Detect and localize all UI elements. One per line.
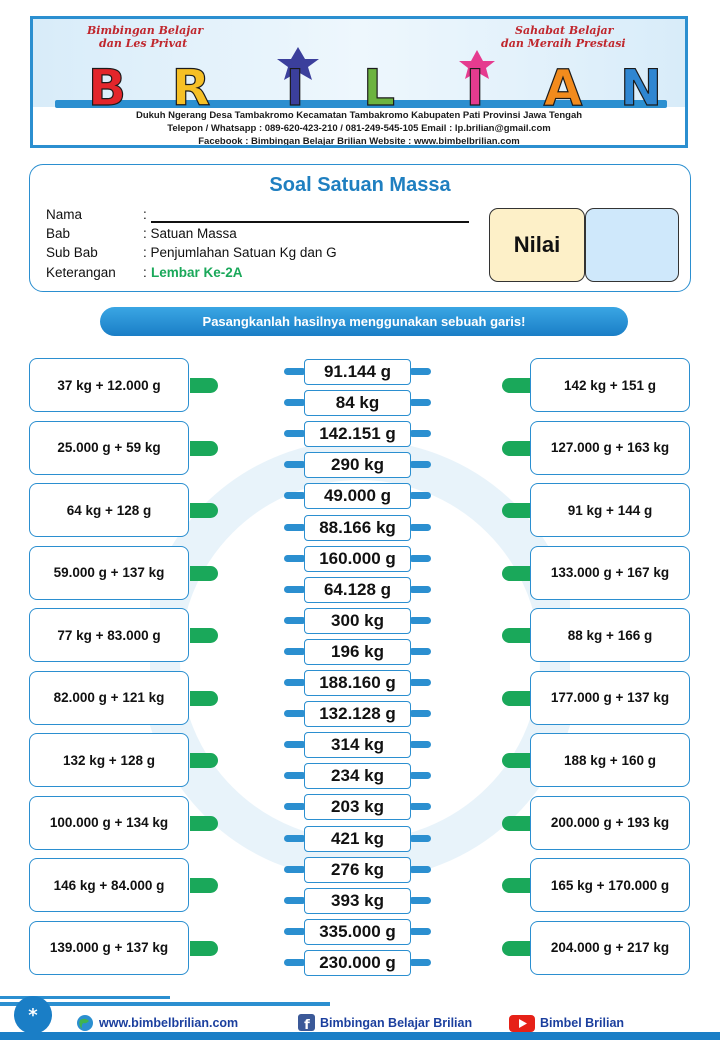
- logo-letter: N: [620, 59, 662, 113]
- question-left: 77 kg + 83.000 g: [29, 608, 189, 662]
- tagline-right-2: dan Meraih Prestasi: [501, 37, 626, 50]
- logo-letter: B: [87, 59, 127, 113]
- tagline-left-2: dan Les Privat: [99, 37, 188, 50]
- footer-website-link[interactable]: www.bimbelbrilian.com: [99, 1016, 239, 1030]
- answer-pin-right[interactable]: [409, 492, 431, 499]
- question-right: 142 kg + 151 g: [530, 358, 690, 412]
- answer-pin-left[interactable]: [284, 741, 306, 748]
- question-right: 127.000 g + 163 kg: [530, 421, 690, 475]
- field-value-nama: :: [143, 207, 147, 222]
- answer-box: 142.151 g: [304, 421, 411, 447]
- answer-pin-right[interactable]: [409, 741, 431, 748]
- connector-dot-left[interactable]: [190, 816, 218, 831]
- answer-box: 290 kg: [304, 452, 411, 478]
- logo-letter: I: [465, 59, 485, 113]
- youtube-icon: [509, 1015, 535, 1032]
- svg-text:f: f: [304, 1018, 310, 1031]
- field-value-keterangan: :: [143, 265, 147, 280]
- field-label-keterangan: Keterangan: [46, 265, 116, 280]
- question-right: 133.000 g + 167 kg: [530, 546, 690, 600]
- answer-box: 196 kg: [304, 639, 411, 665]
- connector-dot-left[interactable]: [190, 878, 218, 893]
- brilian-logo: [63, 47, 663, 113]
- answer-box: 393 kg: [304, 888, 411, 914]
- connector-dot-left[interactable]: [190, 753, 218, 768]
- logo-letter: R: [171, 59, 211, 113]
- answer-box: 234 kg: [304, 763, 411, 789]
- score-label: Nilai: [489, 208, 585, 282]
- field-label-nama: Nama: [46, 207, 83, 222]
- answer-pin-left[interactable]: [284, 461, 306, 468]
- connector-dot-left[interactable]: [190, 628, 218, 643]
- connector-dot-right[interactable]: [502, 378, 530, 393]
- connector-dot-right[interactable]: [502, 628, 530, 643]
- question-left: 132 kg + 128 g: [29, 733, 189, 787]
- tagline-right-1: Sahabat Belajar: [515, 24, 614, 37]
- answer-pin-right[interactable]: [409, 928, 431, 935]
- question-left: 139.000 g + 137 kg: [29, 921, 189, 975]
- connector-dot-right[interactable]: [502, 816, 530, 831]
- svg-text:*: *: [28, 1005, 38, 1026]
- field-value-bab: : Satuan Massa: [143, 226, 237, 241]
- connector-dot-left[interactable]: [190, 441, 218, 456]
- connector-dot-right[interactable]: [502, 503, 530, 518]
- answer-pin-right[interactable]: [409, 430, 431, 437]
- answer-pin-right[interactable]: [409, 368, 431, 375]
- answer-box: 84 kg: [304, 390, 411, 416]
- answer-pin-left[interactable]: [284, 492, 306, 499]
- page-title: Soal Satuan Massa: [269, 174, 451, 196]
- answer-pin-left[interactable]: [284, 959, 306, 966]
- question-right: 204.000 g + 217 kg: [530, 921, 690, 975]
- answer-pin-right[interactable]: [409, 399, 431, 406]
- connector-dot-right[interactable]: [502, 691, 530, 706]
- answer-box: 230.000 g: [304, 950, 411, 976]
- question-left: 146 kg + 84.000 g: [29, 858, 189, 912]
- answer-pin-right[interactable]: [409, 959, 431, 966]
- answer-pin-left[interactable]: [284, 803, 306, 810]
- answer-pin-right[interactable]: [409, 772, 431, 779]
- sheet-label: Lembar Ke-2A: [151, 265, 243, 280]
- answer-box: 300 kg: [304, 608, 411, 634]
- social-text: Facebook : Bimbingan Belajar Brilian Website : www.bimbelbrilian.com: [198, 136, 520, 147]
- answer-pin-right[interactable]: [409, 648, 431, 655]
- answer-box: 421 kg: [304, 826, 411, 852]
- tagline-left-1: Bimbingan Belajar: [87, 24, 204, 37]
- answer-box: 276 kg: [304, 857, 411, 883]
- question-left: 82.000 g + 121 kg: [29, 671, 189, 725]
- question-right: 188 kg + 160 g: [530, 733, 690, 787]
- answer-pin-right[interactable]: [409, 679, 431, 686]
- header-banner: [30, 16, 688, 148]
- answer-pin-left[interactable]: [284, 928, 306, 935]
- answer-pin-left[interactable]: [284, 399, 306, 406]
- logo-letter: I: [285, 59, 305, 113]
- question-left: 25.000 g + 59 kg: [29, 421, 189, 475]
- answer-pin-left[interactable]: [284, 679, 306, 686]
- connector-dot-left[interactable]: [190, 378, 218, 393]
- answer-box: 314 kg: [304, 732, 411, 758]
- name-input-line[interactable]: [151, 221, 469, 223]
- connector-dot-right[interactable]: [502, 441, 530, 456]
- connector-dot-left[interactable]: [190, 691, 218, 706]
- answer-pin-left[interactable]: [284, 835, 306, 842]
- answer-box: 132.128 g: [304, 701, 411, 727]
- answer-pin-left[interactable]: [284, 617, 306, 624]
- facebook-icon: [298, 1014, 315, 1031]
- logo-letter: A: [543, 59, 583, 113]
- connector-dot-left[interactable]: [190, 941, 218, 956]
- answer-pin-left[interactable]: [284, 368, 306, 375]
- answer-pin-right[interactable]: [409, 710, 431, 717]
- question-right: 177.000 g + 137 kg: [530, 671, 690, 725]
- connector-dot-right[interactable]: [502, 566, 530, 581]
- field-value-subbab: : Penjumlahan Satuan Kg dan G: [143, 245, 337, 260]
- instruction-banner: Pasangkanlah hasilnya menggunakan sebuah garis!: [100, 307, 628, 336]
- score-input[interactable]: [585, 208, 679, 282]
- field-label-subbab: Sub Bab: [46, 245, 98, 260]
- footer-facebook-link[interactable]: Bimbingan Belajar Brilian: [320, 1016, 473, 1030]
- answer-pin-left[interactable]: [284, 430, 306, 437]
- connector-dot-left[interactable]: [190, 503, 218, 518]
- answer-pin-right[interactable]: [409, 897, 431, 904]
- answer-pin-left[interactable]: [284, 586, 306, 593]
- answer-pin-right[interactable]: [409, 586, 431, 593]
- question-left: 37 kg + 12.000 g: [29, 358, 189, 412]
- answer-pin-left[interactable]: [284, 648, 306, 655]
- connector-dot-right[interactable]: [502, 878, 530, 893]
- contact-text: Telepon / Whatsapp : 089-620-423-210 / 081-249-545-105 Email : lp.brilian@gmail.com: [167, 123, 551, 134]
- question-left: 64 kg + 128 g: [29, 483, 189, 537]
- answer-box: 188.160 g: [304, 670, 411, 696]
- logo-letter: L: [363, 59, 395, 113]
- answer-pin-right[interactable]: [409, 835, 431, 842]
- answer-pin-left[interactable]: [284, 897, 306, 904]
- answer-box: 160.000 g: [304, 546, 411, 572]
- answer-box: 203 kg: [304, 794, 411, 820]
- answer-box: 335.000 g: [304, 919, 411, 945]
- answer-box: 64.128 g: [304, 577, 411, 603]
- answer-pin-right[interactable]: [409, 866, 431, 873]
- question-left: 100.000 g + 134 kg: [29, 796, 189, 850]
- answer-box: 88.166 kg: [304, 515, 411, 541]
- answer-pin-left[interactable]: [284, 866, 306, 873]
- answer-pin-right[interactable]: [409, 555, 431, 562]
- question-right: 91 kg + 144 g: [530, 483, 690, 537]
- question-right: 165 kg + 170.000 g: [530, 858, 690, 912]
- connector-dot-right[interactable]: [502, 753, 530, 768]
- footer-youtube-link[interactable]: Bimbel Brilian: [540, 1016, 625, 1030]
- answer-box: 91.144 g: [304, 359, 411, 385]
- question-right: 88 kg + 166 g: [530, 608, 690, 662]
- answer-pin-right[interactable]: [409, 803, 431, 810]
- question-left: 59.000 g + 137 kg: [29, 546, 189, 600]
- address-text: Dukuh Ngerang Desa Tambakromo Kecamatan Tambakromo Kabupaten Pati Provinsi Jawa Tengah: [135, 110, 583, 121]
- answer-pin-left[interactable]: [284, 555, 306, 562]
- field-label-bab: Bab: [46, 226, 71, 241]
- question-right: 200.000 g + 193 kg: [530, 796, 690, 850]
- answer-pin-left[interactable]: [284, 772, 306, 779]
- answer-pin-left[interactable]: [284, 710, 306, 717]
- connector-dot-left[interactable]: [190, 566, 218, 581]
- answer-pin-left[interactable]: [284, 524, 306, 531]
- answer-pin-right[interactable]: [409, 524, 431, 531]
- connector-dot-right[interactable]: [502, 941, 530, 956]
- answer-pin-right[interactable]: [409, 617, 431, 624]
- globe-icon: [76, 1014, 94, 1032]
- answer-box: 49.000 g: [304, 483, 411, 509]
- answer-pin-right[interactable]: [409, 461, 431, 468]
